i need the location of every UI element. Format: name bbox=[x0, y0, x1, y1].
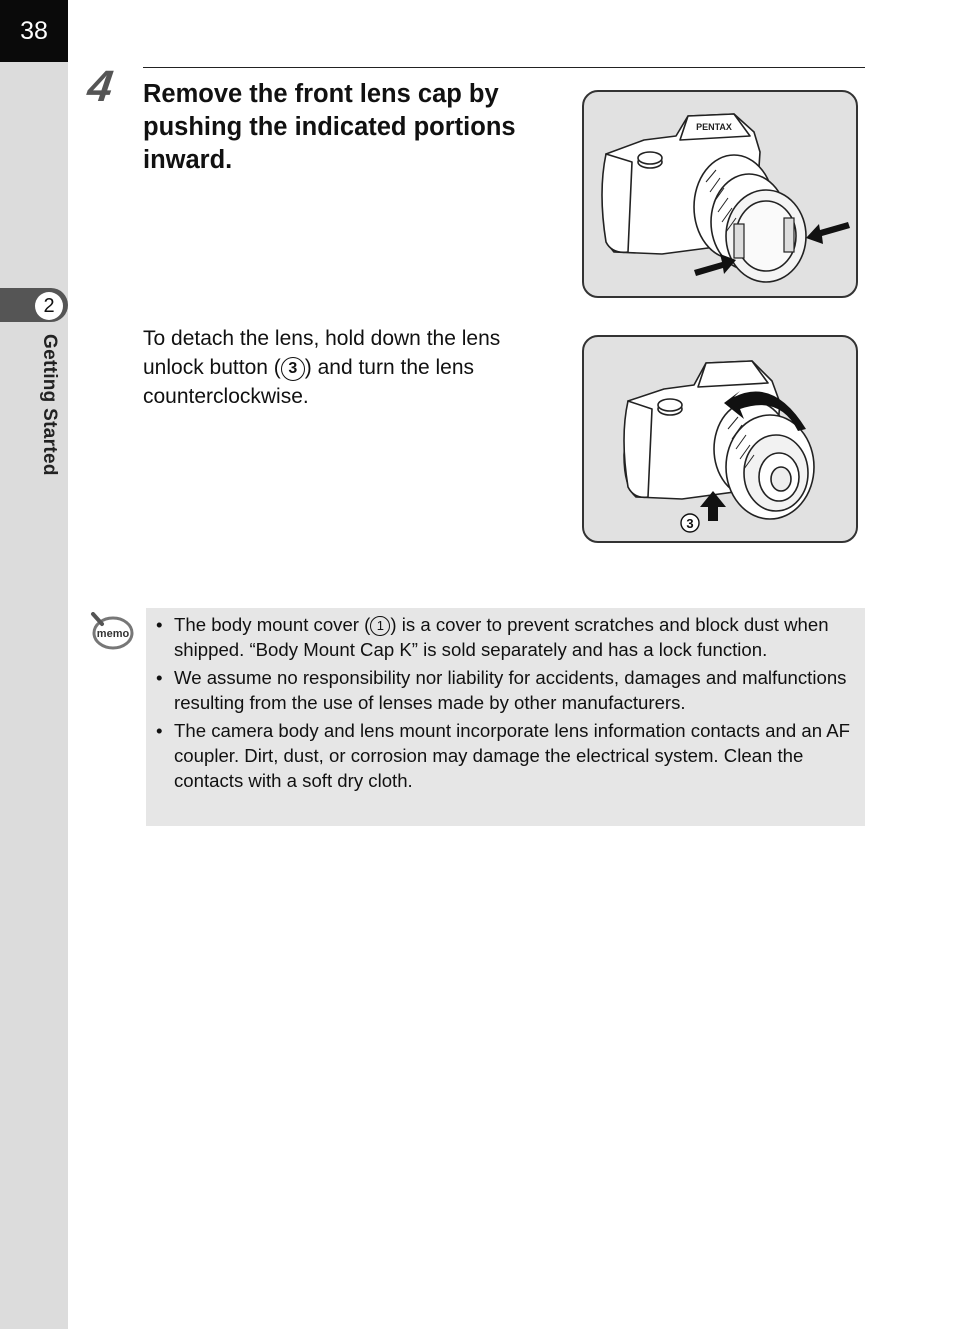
page-number: 38 bbox=[0, 0, 68, 62]
memo-list bbox=[156, 612, 857, 793]
step-title: Remove the front lens cap by pushing the indicated portions inward. bbox=[143, 80, 516, 174]
camera-lens-detach-drawing bbox=[584, 337, 856, 541]
chapter-number: 2 bbox=[35, 292, 63, 320]
body-mount-cover-callout: 1 bbox=[370, 616, 390, 636]
lens-cap-illustration bbox=[582, 90, 858, 298]
memo-item: • We assume no responsibility nor liability for accidents, damages and malfunctions resulting from the use of lenses made by other manufacturers. bbox=[156, 665, 857, 715]
memo-item-text: ) is a cover to prevent scratches and block dust when shipped. “Body Mount Cap K” is sold separately and has a lock function. bbox=[174, 614, 829, 660]
chapter-title: Getting Started bbox=[39, 334, 60, 476]
memo-box bbox=[146, 608, 865, 826]
memo-item bbox=[156, 612, 857, 662]
detach-instructions bbox=[143, 324, 563, 411]
callout-unlock-button: 3 bbox=[686, 516, 694, 531]
camera-lens-cap-drawing bbox=[584, 92, 856, 296]
memo-item: • The camera body and lens mount incorporate lens information contacts and an AF coupler. Dirt, dust, or corrosion may damage the electrical system. Clean the contacts with a soft dry cloth. bbox=[156, 718, 857, 793]
header-rule bbox=[143, 67, 865, 68]
arrow-left-icon bbox=[806, 222, 850, 244]
step-number: 4 bbox=[84, 62, 116, 111]
detach-text-after: ) and turn the lens counterclockwise. bbox=[143, 356, 475, 408]
unlock-button-callout: 3 bbox=[281, 357, 305, 381]
memo-icon bbox=[90, 612, 134, 657]
camera-brand-label: PENTAX bbox=[696, 122, 732, 132]
chapter-sidebar bbox=[0, 0, 68, 1329]
detach-text-before: To detach the lens, hold down the lens unlock button ( bbox=[143, 327, 501, 379]
memo-item-text: The body mount cover ( bbox=[174, 614, 371, 635]
memo-icon-label: memo bbox=[96, 628, 130, 640]
lens-detach-illustration bbox=[582, 335, 858, 543]
